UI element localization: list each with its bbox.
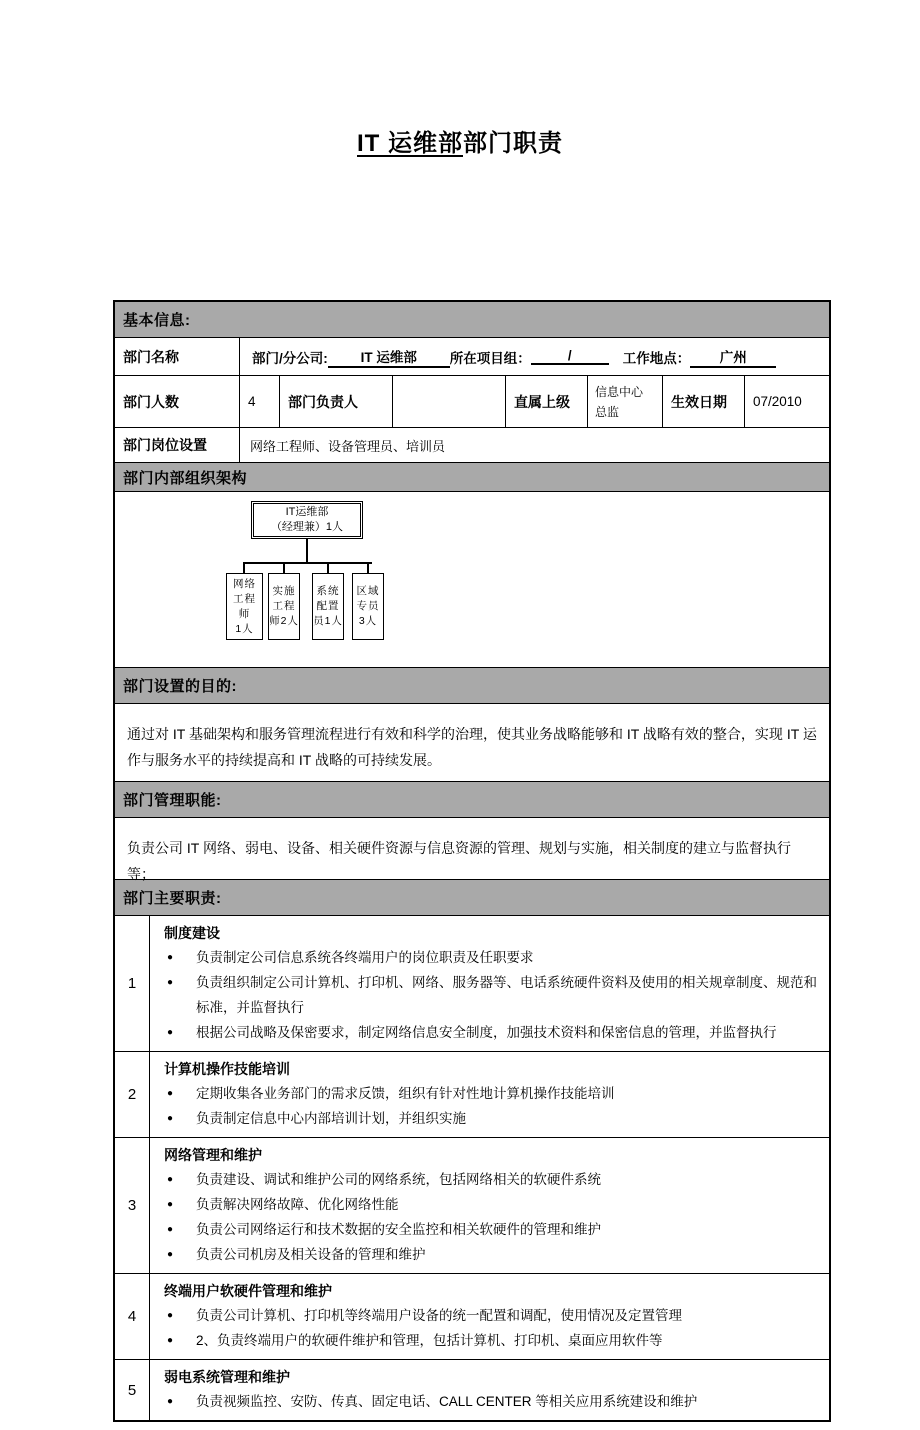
section-header-functions: 部门管理职能: <box>115 781 829 817</box>
duty-row-1 <box>115 915 829 1051</box>
org-node-line: 师2人 <box>269 615 299 627</box>
effective-date-label: 生效日期 <box>662 376 744 427</box>
duty-number: 5 <box>115 1360 150 1420</box>
org-root-line1: IT运维部 <box>285 506 329 518</box>
purpose-body-cell <box>115 703 829 781</box>
duty-content <box>150 1360 829 1420</box>
org-node-line: 工程 <box>233 592 256 605</box>
duty-item <box>164 970 819 1020</box>
supervisor-value-line2: 总监 <box>595 405 620 419</box>
branch-label: 部门/分公司: <box>252 350 328 366</box>
duty-row-5 <box>115 1359 829 1420</box>
duty-item <box>164 1242 819 1267</box>
org-node-line: 员1人 <box>313 615 343 627</box>
org-node-line: 网络 <box>233 577 256 590</box>
org-node-line: 3人 <box>358 615 378 627</box>
org-node-line: 区域 <box>356 585 380 597</box>
org-node-system-config <box>312 573 344 640</box>
duty-item-text: 根据公司战略及保密要求，制定网络信息安全制度，加强技术资料和保密信息的管理，并监督执行 <box>196 1025 777 1040</box>
duty-item-text: 定期收集各业务部门的需求反馈，组织有针对性地计算机操作技能培训 <box>196 1086 615 1101</box>
row-org-chart <box>115 491 829 667</box>
org-node-line: 师 <box>238 607 251 620</box>
supervisor-value-line1: 信息中心 <box>595 385 644 399</box>
duty-item <box>164 945 819 970</box>
org-chart <box>115 492 829 667</box>
org-connector-vertical <box>306 539 308 563</box>
row-dept-name <box>115 337 829 375</box>
supervisor-value <box>587 376 662 427</box>
branch-value-field: IT 运维部 <box>328 346 450 368</box>
duty-item-text: 负责组织制定公司计算机、打印机、网络、服务器等、电话系统硬件资料及使用的相关规章制度、规范和标准，并监督执行 <box>196 975 817 1015</box>
bullet-icon: ● <box>167 1310 174 1321</box>
supervisor-label: 直属上级 <box>505 376 587 427</box>
positions-value: 网络工程师、设备管理员、培训员 <box>239 428 829 462</box>
manager-value <box>392 376 505 427</box>
duty-item-text: 负责公司网络运行和技术数据的安全监控和相关软硬件的管理和维护 <box>196 1222 601 1237</box>
bullet-icon: ● <box>167 1027 174 1038</box>
duty-item-text: 负责公司计算机、打印机等终端用户设备的统一配置和调配，使用情况及定置管理 <box>196 1308 682 1323</box>
row-headcount <box>115 375 829 427</box>
duty-item-text: 负责公司机房及相关设备的管理和维护 <box>196 1247 426 1262</box>
duty-number: 4 <box>115 1274 150 1359</box>
bullet-icon: ● <box>167 1224 174 1235</box>
headcount-value: 4 <box>239 376 279 427</box>
section-header-purpose: 部门设置的目的: <box>115 667 829 703</box>
bullet-icon: ● <box>167 1113 174 1124</box>
duty-item <box>164 1389 819 1414</box>
manager-label: 部门负责人 <box>279 376 392 427</box>
duty-item-text: 负责建设、调试和维护公司的网络系统，包括网络相关的软硬件系统 <box>196 1172 601 1187</box>
org-node-implementation-engineer <box>268 573 300 640</box>
document-title <box>0 128 920 160</box>
duty-content <box>150 1138 829 1273</box>
org-node-regional-specialist <box>352 573 384 640</box>
duty-row-3 <box>115 1137 829 1273</box>
duty-row-4 <box>115 1273 829 1359</box>
duty-item-text: 2、负责终端用户的软硬件维护和管理，包括计算机、打印机、桌面应用软件等 <box>196 1333 663 1348</box>
duty-title: 制度建设 <box>164 925 220 941</box>
org-node-line: 1人 <box>235 622 254 635</box>
positions-label: 部门岗位设置 <box>123 437 207 453</box>
purpose-body-text: 通过对 IT 基础架构和服务管理流程进行有效和科学的治理，使其业务战略能够和 IT 战略有效的整合，实现 IT 运作与服务水平的持续提高和 IT 战略的可持续发展。 <box>127 726 817 768</box>
org-node-line: 实施 <box>272 585 296 597</box>
duty-item <box>164 1192 819 1217</box>
duty-item <box>164 1167 819 1192</box>
duty-title: 终端用户软硬件管理和维护 <box>164 1283 332 1299</box>
headcount-label: 部门人数 <box>123 393 179 410</box>
org-node-line: 配置 <box>316 600 340 612</box>
bullet-icon: ● <box>167 1088 174 1099</box>
org-node-network-engineer <box>226 573 263 640</box>
bullet-icon: ● <box>167 1335 174 1346</box>
title-underlined-part: IT 运维部 <box>357 130 463 157</box>
duty-item <box>164 1106 819 1131</box>
org-root-line2: （经理兼）1人 <box>270 521 344 533</box>
duty-row-2 <box>115 1051 829 1137</box>
org-connector-horizontal <box>243 562 372 564</box>
duty-item <box>164 1328 819 1353</box>
duty-title: 计算机操作技能培训 <box>164 1061 290 1077</box>
document-page <box>0 128 920 1430</box>
work-location-label: 工作地点： <box>622 350 691 366</box>
bullet-icon: ● <box>167 1249 174 1260</box>
project-group-label: 所在项目组： <box>449 350 531 366</box>
duty-content <box>150 1274 829 1359</box>
functions-body-text: 负责公司 IT 网络、弱电、设备、相关硬件资源与信息资源的管理、规划与实施，相关制度的建立与监督执行等； <box>127 840 791 882</box>
bullet-icon: ● <box>167 1174 174 1185</box>
duty-item-text: 负责制定公司信息系统各终端用户的岗位职责及任职要求 <box>196 950 534 965</box>
row-positions <box>115 427 829 462</box>
functions-body-cell <box>115 817 829 882</box>
effective-date-value: 07/2010 <box>744 376 829 427</box>
duty-number: 3 <box>115 1138 150 1273</box>
org-node-line: 工程 <box>272 600 296 612</box>
duty-content <box>150 916 829 1051</box>
section-header-basic-info: 基本信息: <box>115 302 829 337</box>
org-node-root <box>251 501 363 539</box>
duty-number: 2 <box>115 1052 150 1137</box>
duty-item-text: 负责视频监控、安防、传真、固定电话、CALL CENTER 等相关应用系统建设和维护 <box>196 1394 698 1409</box>
org-node-line: 系统 <box>316 585 340 597</box>
duty-content <box>150 1052 829 1137</box>
duty-number: 1 <box>115 916 150 1051</box>
section-header-org-structure: 部门内部组织架构 <box>115 462 829 491</box>
bullet-icon: ● <box>167 1199 174 1210</box>
bullet-icon: ● <box>167 952 174 963</box>
bullet-icon: ● <box>167 977 174 988</box>
project-group-value-field: / <box>531 348 609 365</box>
duty-item <box>164 1217 819 1242</box>
dept-name-label: 部门名称 <box>123 348 179 365</box>
duty-item <box>164 1081 819 1106</box>
duty-title: 网络管理和维护 <box>164 1147 262 1163</box>
dept-name-value-cell <box>239 338 829 375</box>
section-header-main-duties: 部门主要职责: <box>115 879 829 915</box>
duty-title: 弱电系统管理和维护 <box>164 1369 290 1385</box>
duty-item-text: 负责制定信息中心内部培训计划，并组织实施 <box>196 1111 466 1126</box>
duty-item <box>164 1020 819 1045</box>
department-duty-table <box>113 300 831 1422</box>
duty-item-text: 负责解决网络故障、优化网络性能 <box>196 1197 399 1212</box>
duty-item <box>164 1303 819 1328</box>
bullet-icon: ● <box>167 1396 174 1407</box>
org-node-line: 专员 <box>356 600 380 612</box>
work-location-value-field: 广州 <box>690 346 776 368</box>
title-rest: 部门职责 <box>463 130 563 157</box>
